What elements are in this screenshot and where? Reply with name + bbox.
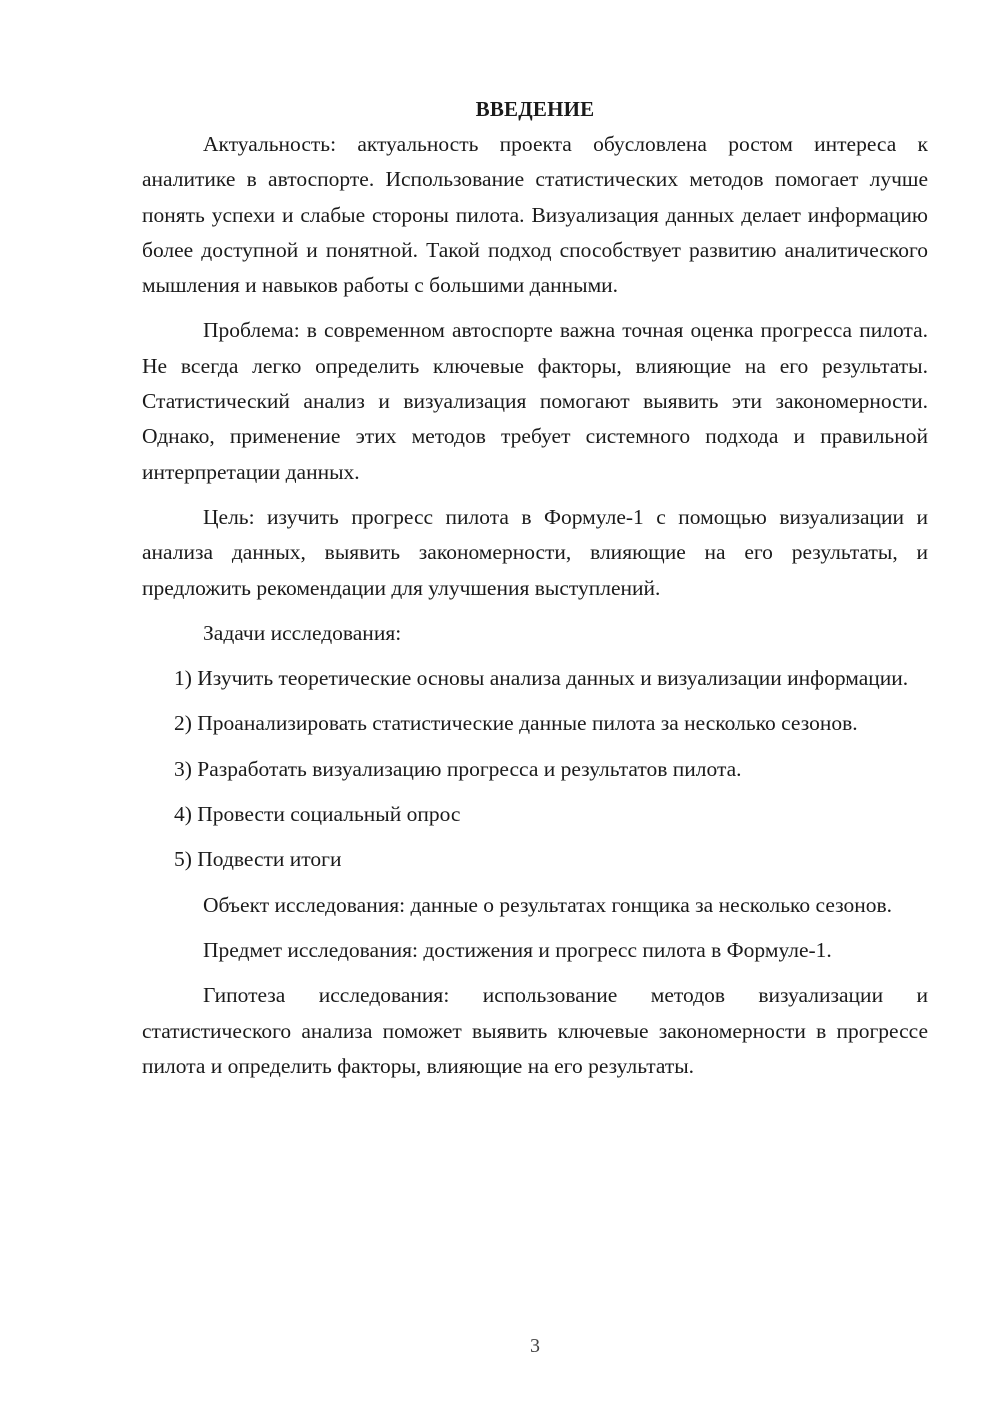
task-item: 2) Проанализировать статистические данные пилота за несколько сезонов. bbox=[174, 711, 858, 736]
task-item: 3) Разработать визуализацию прогресса и результатов пилота. bbox=[174, 756, 742, 781]
paragraph-problem: Проблема: в современном автоспорте важна точная оценка прогресса пилота. Не всегда легко определить ключевые факторы, влияющие на его результаты. Статистический анализ и визуализация помогают выявить эти закономерности. Однако, применение этих методов требует системного подхода и правильной интерпретации данных. bbox=[142, 318, 928, 484]
paragraph-goal: Цель: изучить прогресс пилота в Формуле-1 с помощью визуализации и анализа данных, выявить закономерности, влияющие на его результаты, и предложить рекомендации для улучшения выступлений. bbox=[142, 504, 928, 600]
document-page bbox=[142, 92, 928, 1094]
paragraph-subject: Предмет исследования: достижения и прогресс пилота в Формуле-1. bbox=[203, 937, 832, 962]
paragraph-hypothesis: Гипотеза исследования: использование методов визуализации и статистического анализа поможет выявить ключевые закономерности в прогрессе пилота и определить факторы, влияющие на его результаты. bbox=[142, 983, 928, 1078]
task-item: 1) Изучить теоретические основы анализа данных и визуализации информации. bbox=[174, 666, 909, 691]
section-heading: ВВЕДЕНИЕ bbox=[475, 97, 595, 121]
paragraph-relevance: Актуальность: актуальность проекта обусловлена ростом интереса к аналитике в автоспорте. Использование статистических методов помогает лучше понять успехи и слабые стороны пилота. Визуализация данных делает информацию более доступной и понятной. Такой подход способствует развитию аналитического мышления и навыков работы с большими данными. bbox=[142, 132, 928, 298]
task-item: 5) Подвести итоги bbox=[174, 847, 342, 872]
page-number: 3 bbox=[530, 1335, 540, 1357]
tasks-list bbox=[142, 661, 928, 877]
paragraph-tasks-title: Задачи исследования: bbox=[203, 620, 402, 645]
paragraph-object: Объект исследования: данные о результатах гонщика за несколько сезонов. bbox=[203, 892, 893, 917]
task-item: 4) Провести социальный опрос bbox=[174, 802, 461, 827]
